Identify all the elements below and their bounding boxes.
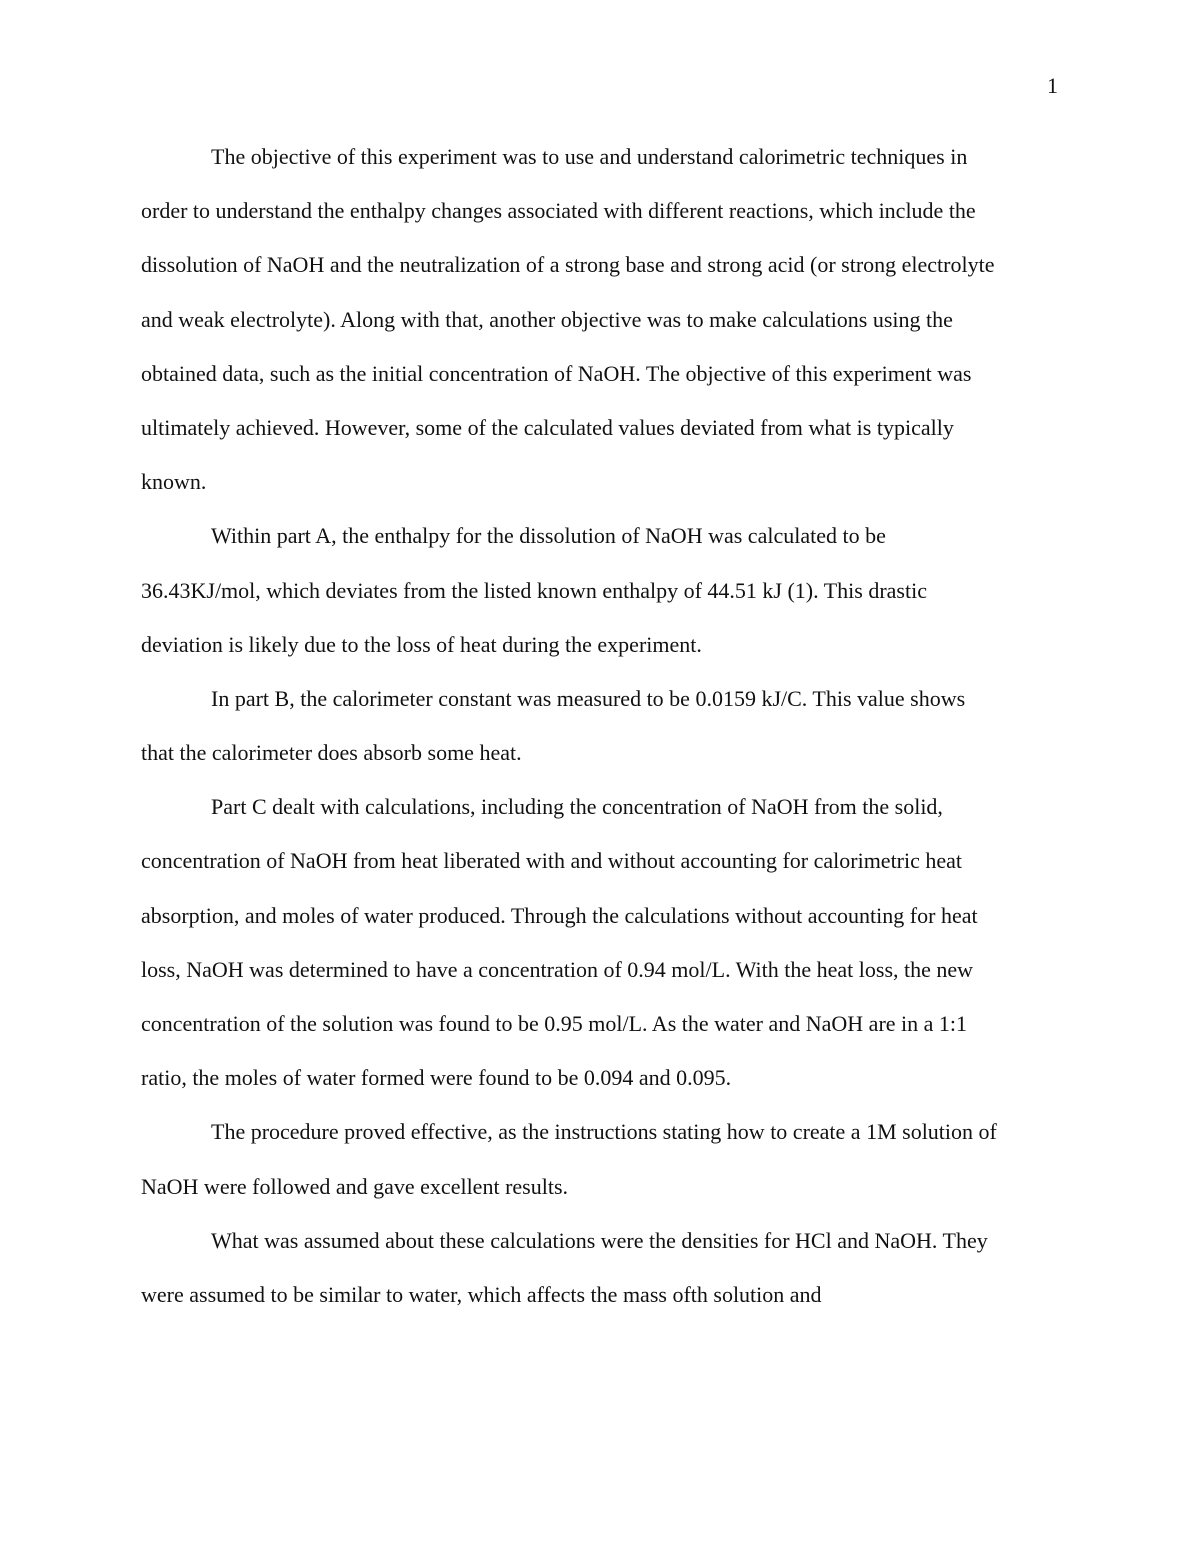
text-line: and weak electrolyte). Along with that, another objective was to make calculations using the — [141, 306, 953, 332]
text-line: loss, NaOH was determined to have a concentration of 0.94 mol/L. With the heat loss, the new — [141, 956, 974, 982]
page-number: 1 — [1047, 73, 1058, 98]
text-line: obtained data, such as the initial concentration of NaOH. The objective of this experiment was — [141, 360, 972, 386]
text-line: concentration of NaOH from heat liberated with and without accounting for calorimetric heat — [141, 848, 963, 874]
text-line: NaOH were followed and gave excellent results. — [141, 1173, 569, 1199]
text-line: concentration of the solution was found to be 0.95 mol/L. As the water and NaOH are in a 1:1 — [141, 1011, 968, 1036]
text-line: 36.43KJ/mol, which deviates from the listed known enthalpy of 44.51 kJ (1). This drastic — [141, 577, 927, 603]
text-line: Part C dealt with calculations, including the concentration of NaOH from the solid, — [211, 794, 943, 820]
text-line: dissolution of NaOH and the neutralization of a strong base and strong acid (or strong electrolyte — [141, 252, 995, 278]
text-line: ratio, the moles of water formed were found to be 0.094 and 0.095. — [141, 1065, 732, 1091]
text-line: What was assumed about these calculations were the densities for HCl and NaOH. They — [211, 1227, 988, 1253]
text-line: Within part A, the enthalpy for the dissolution of NaOH was calculated to be — [211, 523, 886, 549]
body-text — [141, 141, 1061, 1333]
text-line: deviation is likely due to the loss of heat during the experiment. — [141, 631, 702, 657]
text-line: The objective of this experiment was to use and understand calorimetric techniques in — [211, 144, 968, 169]
text-line: ultimately achieved. However, some of the calculated values deviated from what is typically — [141, 414, 954, 440]
text-line: In part B, the calorimeter constant was measured to be 0.0159 kJ/C. This value shows — [211, 685, 966, 711]
text-line: known. — [141, 469, 207, 495]
text-line: were assumed to be similar to water, which affects the mass ofth solution and — [141, 1281, 822, 1307]
text-line: absorption, and moles of water produced. Through the calculations without accounting for heat — [141, 902, 978, 928]
text-line: order to understand the enthalpy changes associated with different reactions, which include the — [141, 198, 976, 224]
text-line: that the calorimeter does absorb some heat. — [141, 740, 522, 766]
text-line: The procedure proved effective, as the instructions stating how to create a 1M solution of — [211, 1119, 997, 1145]
